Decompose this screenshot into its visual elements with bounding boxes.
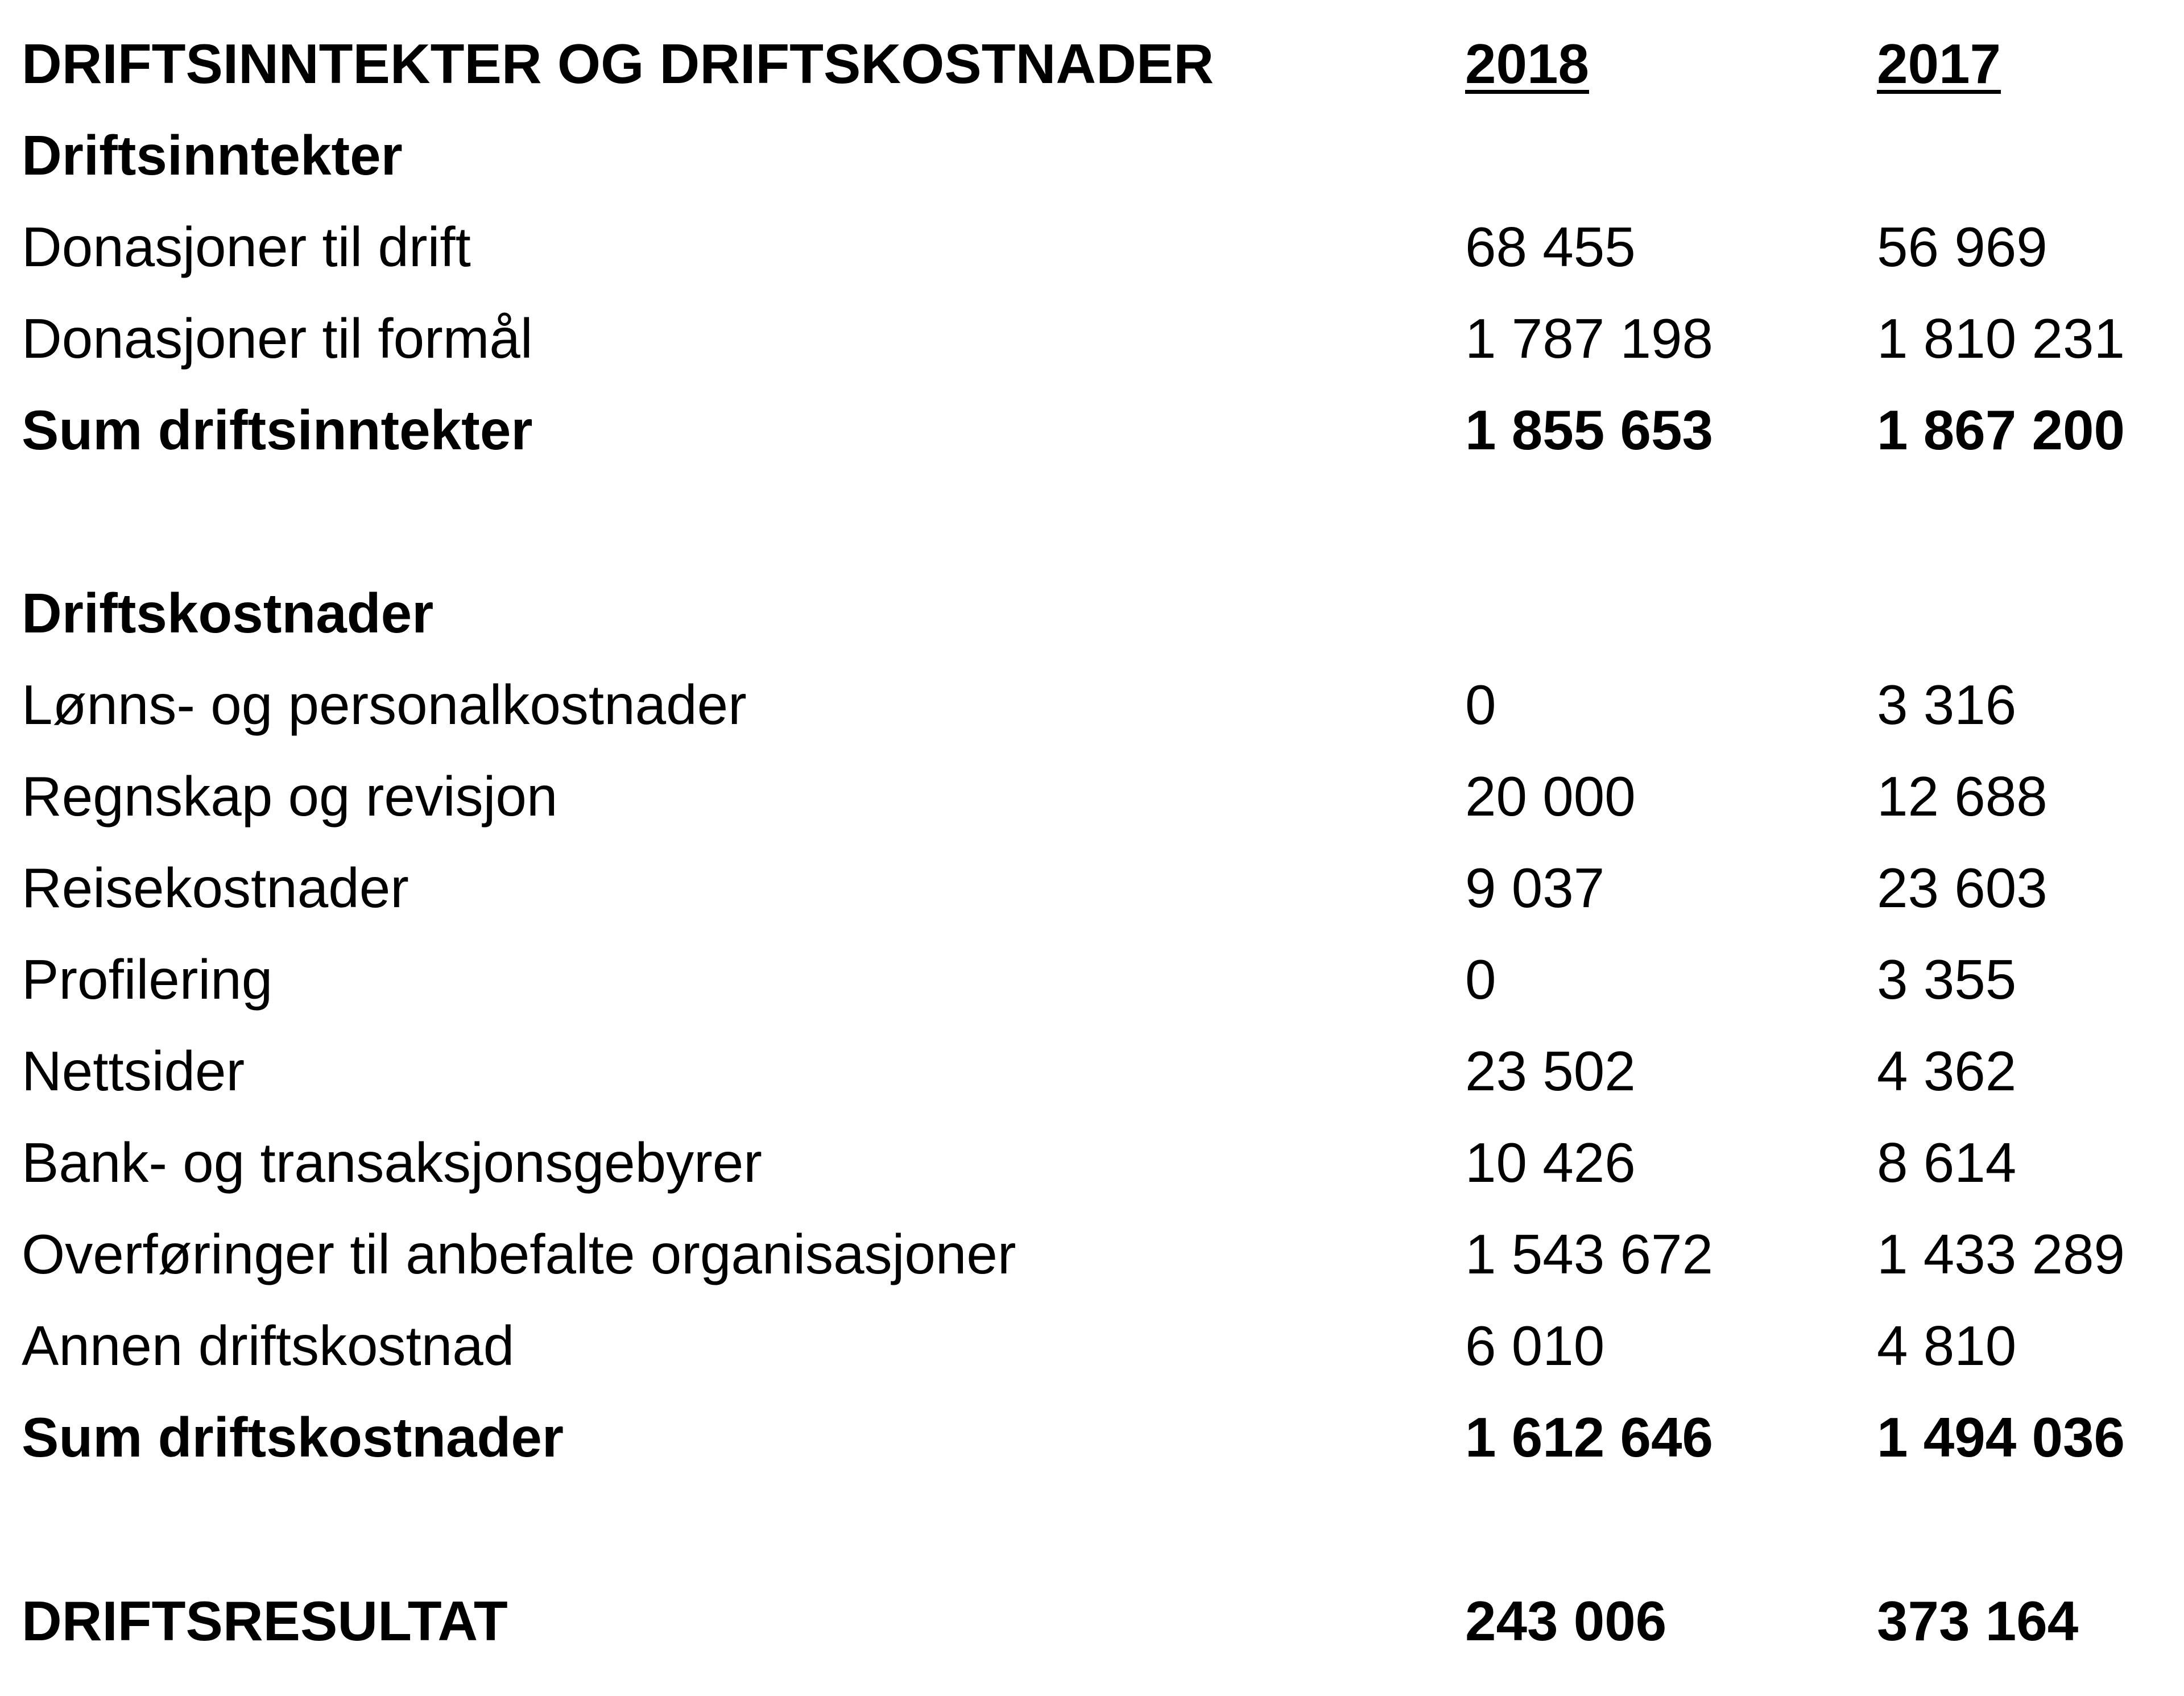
- column-header-2018: 2018: [1465, 32, 1590, 95]
- income-total-row: [0, 384, 2184, 475]
- row-label: Donasjoner til formål: [22, 307, 533, 370]
- row-value-2017: 1 433 289: [1877, 1223, 2125, 1285]
- cost-row: [0, 659, 2184, 750]
- cost-row: [0, 1025, 2184, 1116]
- column-header-2017: 2017: [1877, 32, 2001, 95]
- costs-heading-label: Driftskostnader: [22, 582, 434, 644]
- cost-row: [0, 934, 2184, 1025]
- row-label: Nettsider: [22, 1040, 245, 1102]
- row-label: Lønns- og personalkostnader: [22, 673, 747, 736]
- total-label: Sum driftsinntekter: [22, 399, 533, 461]
- row-value-2018: 20 000: [1465, 765, 1636, 828]
- statement-header-row: [0, 18, 2184, 109]
- cost-row: [0, 1300, 2184, 1391]
- row-value-2018: 23 502: [1465, 1040, 1636, 1102]
- row-value-2018: 1 787 198: [1465, 307, 1713, 370]
- costs-total-row: [0, 1392, 2184, 1483]
- row-value-2017: 4 810: [1877, 1314, 2017, 1377]
- total-value-2017: 1 494 036: [1877, 1406, 2125, 1469]
- costs-section-heading: [0, 568, 2184, 659]
- row-label: Overføringer til anbefalte organisasjoner: [22, 1223, 1016, 1285]
- cost-row: [0, 842, 2184, 933]
- row-value-2018: 0: [1465, 673, 1496, 736]
- row-label: Regnskap og revisjon: [22, 765, 558, 828]
- total-value-2017: 1 867 200: [1877, 399, 2125, 461]
- row-value-2017: 8 614: [1877, 1131, 2017, 1194]
- row-value-2017: 3 355: [1877, 948, 2017, 1011]
- row-label: Reisekostnader: [22, 857, 409, 919]
- row-value-2018: 9 037: [1465, 857, 1605, 919]
- row-value-2018: 10 426: [1465, 1131, 1636, 1194]
- row-label: Bank- og transaksjonsgebyrer: [22, 1131, 762, 1194]
- row-value-2017: 1 810 231: [1877, 307, 2125, 370]
- row-value-2017: 12 688: [1877, 765, 2048, 828]
- income-row: [0, 201, 2184, 292]
- row-label: Donasjoner til drift: [22, 216, 471, 278]
- operating-result-row: [0, 1575, 2184, 1666]
- row-value-2017: 23 603: [1877, 857, 2048, 919]
- row-value-2017: 3 316: [1877, 673, 2017, 736]
- income-row: [0, 293, 2184, 384]
- result-value-2018: 243 006: [1465, 1590, 1667, 1652]
- row-value-2018: 68 455: [1465, 216, 1636, 278]
- total-value-2018: 1 855 653: [1465, 399, 1713, 461]
- row-value-2017: 56 969: [1877, 216, 2048, 278]
- cost-row: [0, 751, 2184, 842]
- row-value-2018: 0: [1465, 948, 1496, 1011]
- income-section-heading: [0, 110, 2184, 201]
- cost-row: [0, 1209, 2184, 1300]
- result-label: DRIFTSRESULTAT: [22, 1590, 508, 1652]
- income-heading-label: Driftsinntekter: [22, 124, 403, 187]
- row-label: Annen driftskostnad: [22, 1314, 515, 1377]
- total-label: Sum driftskostnader: [22, 1406, 564, 1469]
- total-value-2018: 1 612 646: [1465, 1406, 1713, 1469]
- row-label: Profilering: [22, 948, 273, 1011]
- row-value-2018: 6 010: [1465, 1314, 1605, 1377]
- statement-title: DRIFTSINNTEKTER OG DRIFTSKOSTNADER: [22, 32, 1214, 95]
- row-value-2017: 4 362: [1877, 1040, 2017, 1102]
- cost-row: [0, 1117, 2184, 1208]
- row-value-2018: 1 543 672: [1465, 1223, 1713, 1285]
- result-value-2017: 373 164: [1877, 1590, 2079, 1652]
